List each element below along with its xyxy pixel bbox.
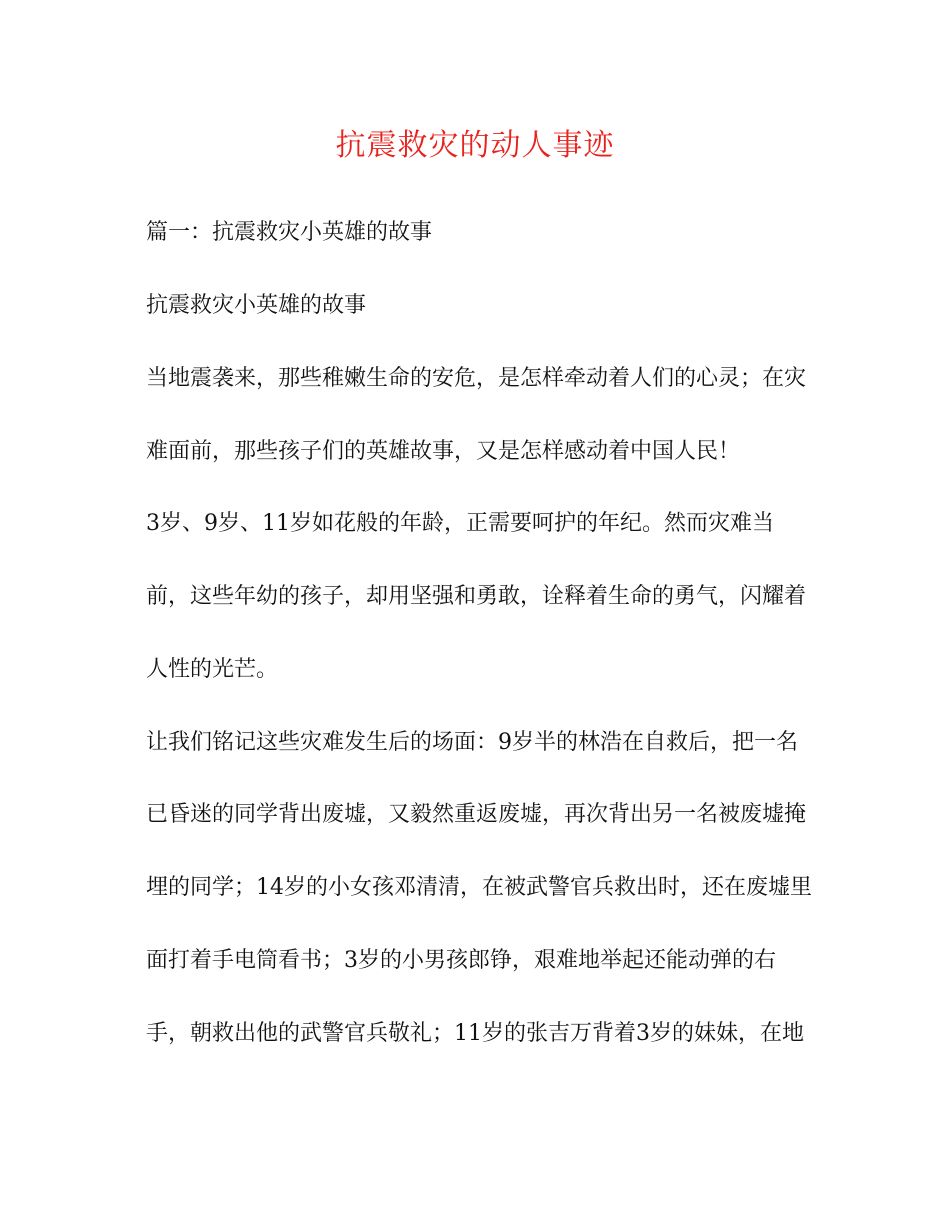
paragraph-line: 让我们铭记这些灾难发生后的场面：9岁半的林浩在自救后，把一名 — [146, 730, 798, 755]
subtitle-line: 抗震救灾小英雄的故事 — [146, 293, 367, 318]
paragraph-line: 难面前，那些孩子们的英雄故事，又是怎样感动着中国人民！ — [146, 439, 741, 464]
paragraph-line: 当地震袭来，那些稚嫩生命的安危，是怎样牵动着人们的心灵；在灾 — [146, 366, 807, 391]
paragraph-line: 面打着手电筒看书；3岁的小男孩郎铮，艰难地举起还能动弹的右 — [146, 948, 776, 973]
section-heading: 篇一：抗震救灾小英雄的故事 — [146, 220, 433, 245]
paragraph-line: 3岁、9岁、11岁如花般的年龄，正需要呵护的年纪。然而灾难当 — [146, 511, 774, 536]
paragraph-line: 手，朝救出他的武警官兵敬礼；11岁的张吉万背着3岁的妹妹，在地 — [146, 1021, 804, 1046]
paragraph-line: 已昏迷的同学背出废墟，又毅然重返废墟，再次背出另一名被废墟掩 — [146, 802, 807, 827]
paragraph-line: 人性的光芒。 — [146, 657, 279, 682]
paragraph-line: 埋的同学；14岁的小女孩邓清清，在被武警官兵救出时，还在废墟里 — [146, 875, 812, 900]
paragraph-line: 前，这些年幼的孩子，却用坚强和勇敢，诠释着生命的勇气，闪耀着 — [146, 584, 807, 609]
document-title: 抗震救灾的动人事迹 — [335, 128, 615, 163]
